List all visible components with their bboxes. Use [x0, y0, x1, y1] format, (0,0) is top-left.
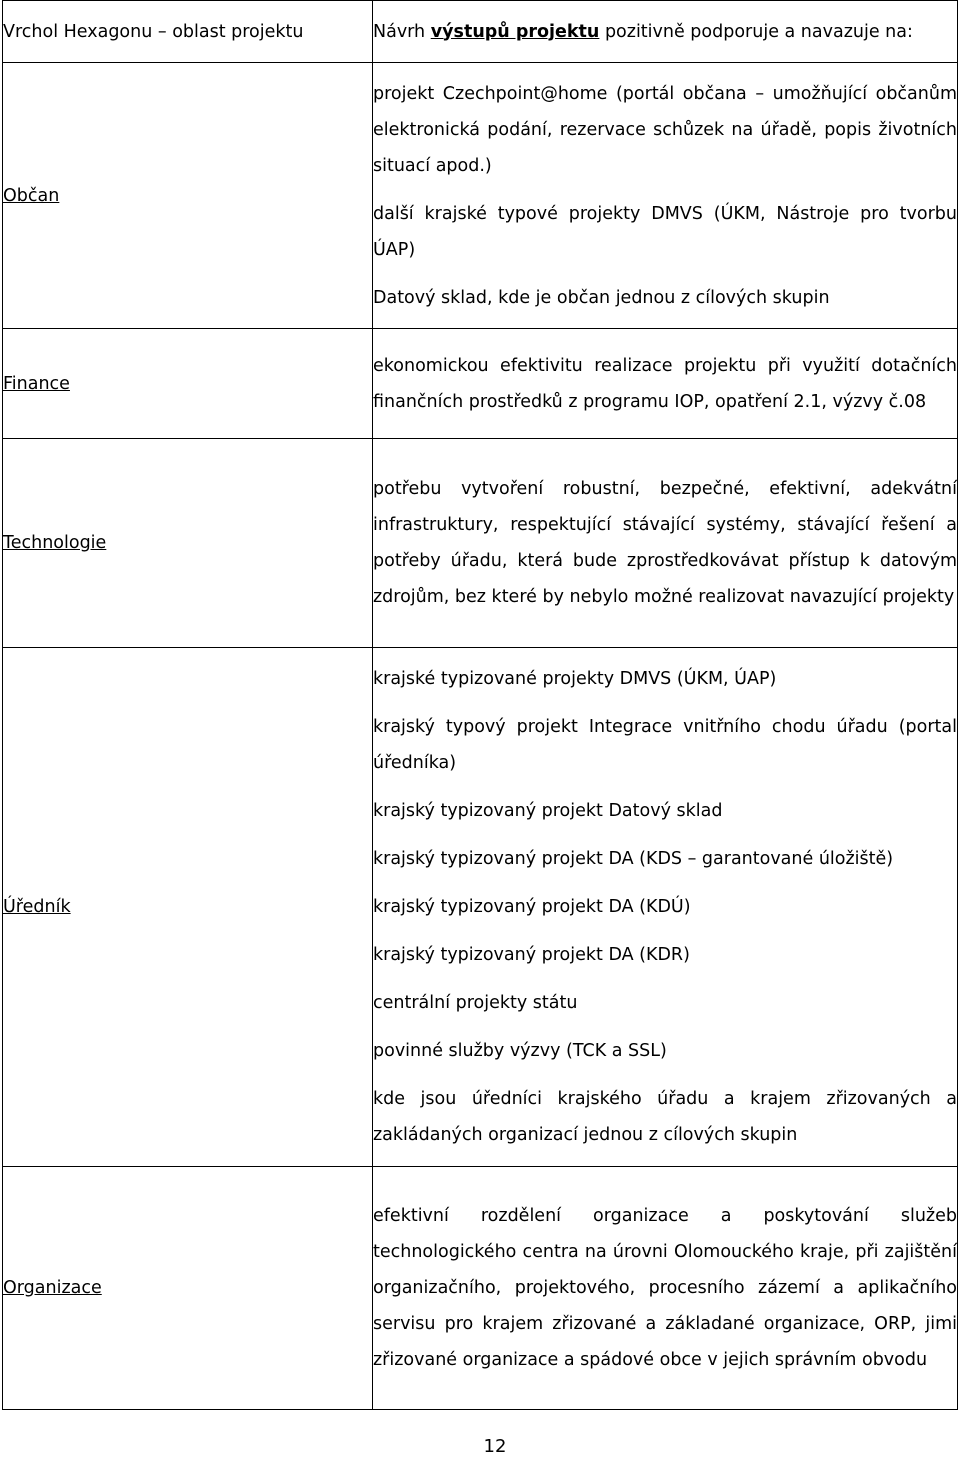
header-right-bold: výstupů projektu	[430, 21, 600, 42]
row-label-organizace: Organizace	[3, 1278, 102, 1298]
header-left-text: Vrchol Hexagonu – oblast projektu	[3, 21, 304, 42]
content-item: krajský typizovaný projekt Datový sklad	[373, 801, 723, 821]
content-item: centrální projekty státu	[373, 993, 578, 1013]
row-content-cell	[373, 439, 958, 648]
row-label-urednik: Úředník	[3, 897, 71, 917]
row-label-cell	[3, 439, 373, 648]
row-label-cell	[3, 648, 373, 1167]
row-content-cell	[373, 648, 958, 1167]
row-technologie	[3, 439, 958, 648]
content-item: Datový sklad, kde je občan jednou z cílových skupin	[373, 287, 830, 308]
row-label-cell	[3, 329, 373, 439]
content-item: další krajské typové projekty DMVS (ÚKM, Nástroje pro tvorbu ÚAP)	[373, 203, 957, 260]
row-label-technologie: Technologie	[3, 533, 107, 553]
row-content-cell	[373, 329, 958, 439]
content-item: ekonomickou efektivitu realizace projektu při využití dotačních finančních prostředků z programu IOP, opatření 2.1, výzvy č.08	[373, 355, 957, 412]
content-item: kde jsou úředníci krajského úřadu a krajem zřizovaných a zakládaných organizací jednou z cílových skupin	[373, 1089, 957, 1145]
content-item: potřebu vytvoření robustní, bezpečné, efektivní, adekvátní infrastruktury, respektující stávající systémy, stávající řešení a potřeby úřadu, která bude zprostředkovávat přístup k datovým zdrojům, bez které by nebylo možné realizovat navazující projekty	[373, 479, 957, 607]
row-finance	[3, 329, 958, 439]
row-organizace	[3, 1167, 958, 1410]
page-number: 12	[483, 1436, 507, 1457]
row-urednik	[3, 648, 958, 1167]
content-item: krajský typizovaný projekt DA (KDS – garantované úložiště)	[373, 849, 894, 869]
header-left-cell	[3, 1, 373, 63]
row-content-cell	[373, 63, 958, 329]
row-label-cell	[3, 1167, 373, 1410]
header-row	[3, 1, 958, 63]
content-item: krajské typizované projekty DMVS (ÚKM, ÚAP)	[373, 669, 777, 689]
header-right-post: pozitivně podporuje a navazuje na:	[599, 21, 913, 42]
content-item: krajský typový projekt Integrace vnitřního chodu úřadu (portal úředníka)	[373, 717, 957, 773]
row-label-cell	[3, 63, 373, 329]
row-label-obcan: Občan	[3, 185, 60, 206]
row-content-cell	[373, 1167, 958, 1410]
content-item: povinné služby výzvy (TCK a SSL)	[373, 1041, 667, 1061]
content-item: efektivní rozdělení organizace a poskytování služeb technologického centra na úrovni Olomouckého kraje, při zajištění organizačního, projektového, procesního zázemí a aplikačního servisu pro krajem zřizované a základané organizace, ORP, jimi zřizované organizace a spádové obce v jejich správním obvodu	[373, 1206, 957, 1370]
content-item: projekt Czechpoint@home (portál občana – umožňující občanům elektronická podání, rezervace schůzek na úřadě, popis životních situací apod.)	[373, 83, 957, 176]
header-right-cell	[373, 1, 958, 63]
content-item: krajský typizovaný projekt DA (KDÚ)	[373, 897, 691, 917]
header-right-pre: Návrh	[373, 21, 431, 42]
content-item: krajský typizovaný projekt DA (KDR)	[373, 945, 690, 965]
hexagon-table	[2, 0, 958, 1410]
row-obcan	[3, 63, 958, 329]
row-label-finance: Finance	[3, 373, 70, 394]
